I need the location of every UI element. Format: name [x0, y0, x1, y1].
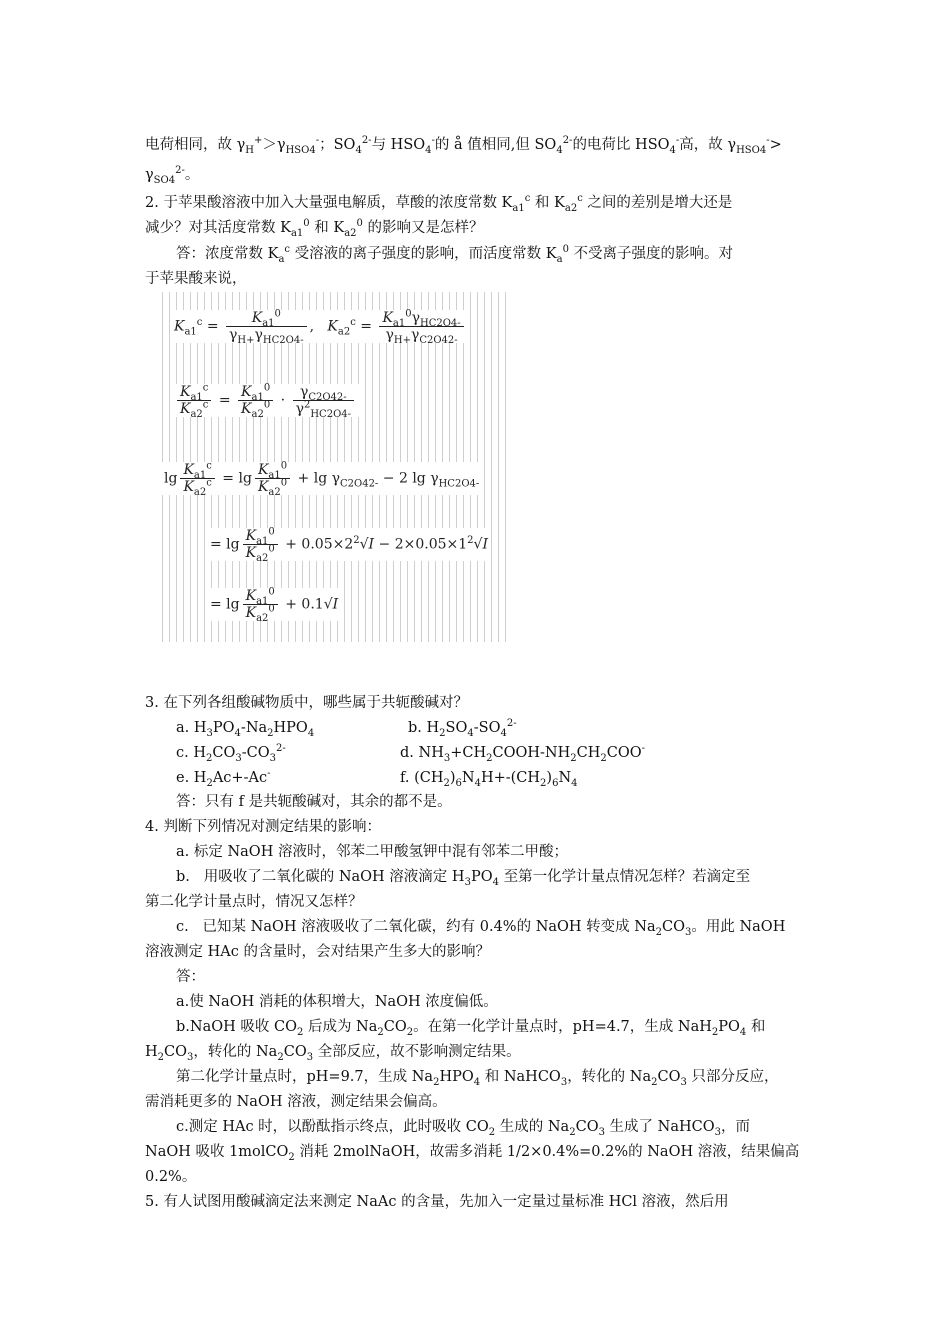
- text-line-2: $\gamma_{SO4}^{2-}$。: [145, 165, 200, 186]
- question-3: 3. 在下列各组酸碱物质中，哪些属于共轭酸碱对？: [145, 695, 468, 711]
- question-4c-line-1: c. 已知某 NaOH 溶液吸收了二氧化碳，约有 0.4%的 NaOH 转变成 $Na_2CO_3$。用此 NaOH: [176, 919, 786, 938]
- answer-4c-line-1: c.测定 HAc 时，以酚酞指示终点，此时吸收 $CO_2$ 生成的 $Na_2CO_3$ 生成了 NaHCO$_3$，而: [176, 1119, 751, 1138]
- answer-4a: a.使 NaOH 消耗的体积增大，NaOH 浓度偏低。: [176, 994, 498, 1010]
- answer-3: 答：只有 f 是共轭酸碱对，其余的都不是。: [176, 794, 452, 810]
- question-4: 4. 判断下列情况对测定结果的影响：: [145, 819, 381, 835]
- answer-2-line-1: 答：浓度常数 $K_a^c$ 受溶液的离子强度的影响，而活度常数 $K_a^0$ 不受离子强度的影响。对: [176, 244, 734, 265]
- answer-4b-line-3: 第二化学计量点时，pH=9.7，生成 $Na_2HPO_4$ 和 NaHCO$_3$，转化的 $Na_2CO_3$ 只部分反应，: [176, 1069, 779, 1088]
- question-4a: a. 标定 NaOH 溶液时，邻苯二甲酸氢钾中混有邻苯二甲酸；: [176, 844, 568, 860]
- choice-a: a. $H_3PO_4-Na_2HPO_4$: [176, 720, 315, 739]
- choice-d: d. $NH_3+CH_2COOH-NH_2CH_2COO^-$: [400, 743, 645, 764]
- answer-4b-line-1: b.NaOH 吸收 $CO_2$ 后成为 $Na_2CO_2$。在第一化学计量点时，pH=4.7，生成 $NaH_2PO_4$ 和: [176, 1019, 766, 1038]
- question-4b-line-1: b. 用吸收了二氧化碳的 NaOH 溶液滴定 $H_3PO_4$ 至第一化学计量点情况怎样？若滴定至: [176, 869, 751, 888]
- formula-row-4: = lg $\frac{K_{a1}^0}{K_{a2}^0}$ + $0.05\times 2^2√I - 2\times 0.05\times 1^2√I$: [210, 526, 488, 564]
- formula-row-2: $\frac{K_{a1}^c}{K_{a2}^c}$ = $\frac{K_{a1}^0}{K_{a2}^0}$ · $\frac{\gamma_{C2O42-}}{\gamma^2_{HC2O4-}}$: [172, 384, 359, 417]
- text-line-1: 电荷相同，故 $\gamma_H^+>\gamma_{HSO4}^-$；$SO_4^{2-}$与 $HSO_4^-$的 å 值相同,但 $SO_4^{2-}$的电荷比 $HSO_4^-$高，故 $\gamma_{HSO4}^->$: [145, 135, 782, 156]
- choice-e: e. $H_2Ac+-Ac^-$: [176, 768, 271, 789]
- answer-4b-line-4: 需消耗更多的 NaOH 溶液，测定结果会偏高。: [145, 1094, 447, 1110]
- answer-4c-line-3: 0.2%。: [145, 1169, 197, 1185]
- formula-row-3: lg $\frac{K_{a1}^c}{K_{a2}^c}$ = lg $\frac{K_{a1}^0}{K_{a2}^0}$ + $\lg \gamma_{C2O42-} - 2$ $\lg \gamma_{HC2O4-}$: [164, 460, 480, 498]
- question-5: 5. 有人试图用酸碱滴定法来测定 NaAc 的含量，先加入一定量过量标准 HCl 溶液，然后用: [145, 1194, 729, 1210]
- answer-4c-line-2: NaOH 吸收 1molCO$_2$ 消耗 2molNaOH，故需多消耗 1/2×0.4%=0.2%的 NaOH 溶液，结果偏高: [145, 1144, 800, 1163]
- question-4c-line-2: 溶液测定 HAc 的含量时，会对结果产生多大的影响？: [145, 944, 490, 960]
- formula-image: [162, 292, 512, 642]
- answer-4b-line-2: $H_2CO_3$，转化的 $Na_2CO_3$ 全部反应，故不影响测定结果。: [145, 1044, 521, 1063]
- choice-c: c. $H_2CO_3-CO_3^{2-}$: [176, 743, 286, 764]
- question-2-line-2: 减少？对其活度常数 $K_{a1}^0$ 和 $K_{a2}^0$ 的影响又是怎样？: [145, 218, 484, 239]
- question-4b-line-2: 第二化学计量点时，情况又怎样？: [145, 894, 363, 910]
- choice-f: f. $(CH_2)_6N_4H+-(CH_2)_6N_4$: [400, 770, 578, 789]
- formula-row-5: = lg $\frac{K_{a1}^0}{K_{a2}^0}$ + 0.1√I: [210, 586, 339, 624]
- answer-2-line-2: 于苹果酸来说，: [145, 271, 247, 287]
- question-2-line-1: 2. 于苹果酸溶液中加入大量强电解质，草酸的浓度常数 $K_{a1}^c$ 和 $K_{a2}^c$ 之间的差别是增大还是: [145, 193, 733, 214]
- formula-row-1: $K_{a1}^c$ = $\frac{K_{a1}^0}{\gamma_{H+}\gamma_{HC2O4-}}$ , $K_{a2}^c$ = $\frac{K_{a1}^0\gamma_{HC2O4-}}{\gamma_{H+}\gamma_{C2O42-}}$: [172, 310, 469, 343]
- choice-b: b. $H_2SO_4-SO_4^{2-}$: [408, 718, 517, 739]
- answer-4-label: 答：: [176, 969, 205, 985]
